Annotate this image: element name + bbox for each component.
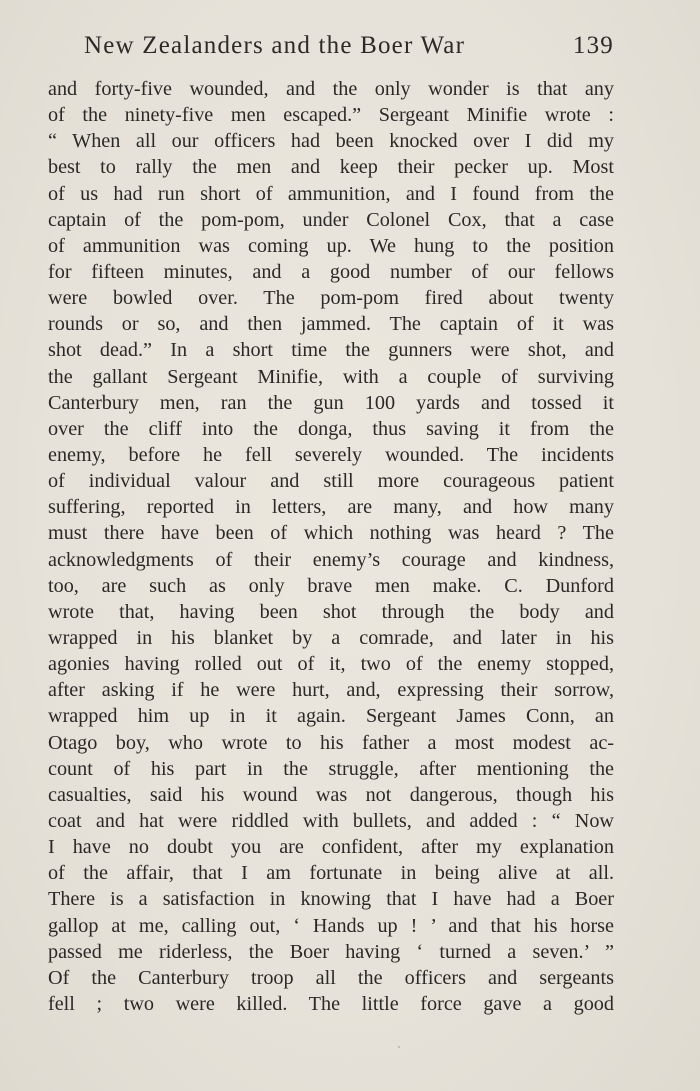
text-line: rounds or so, and then jammed. The captain of it was (48, 313, 614, 336)
text-line: gallop at me, calling out, ‘ Hands up ! ’ and that his horse (48, 914, 614, 937)
text-line: for fifteen minutes, and a good number of our fellows (48, 260, 614, 283)
text-line: after asking if he were hurt, and, expressing their sorrow, (48, 679, 614, 702)
text-line: wrote that, having been shot through the body and (48, 600, 614, 623)
text-line: I have no doubt you are confident, after my explanation (48, 836, 614, 859)
text-line: suffering, reported in letters, are many, and how many (48, 496, 614, 519)
page-header (84, 32, 614, 68)
text-line: of the ninety-five men escaped.” Sergeant Minifie wrote : (48, 104, 614, 127)
text-line: coat and hat were riddled with bullets, and added : “ Now (48, 809, 614, 832)
text-line: fell ; two were killed. The little force gave a good (48, 992, 614, 1015)
paper-speck (398, 1046, 400, 1048)
text-line: wrapped in his blanket by a comrade, and later in his (48, 626, 614, 649)
text-line: enemy, before he fell severely wounded. The incidents (48, 443, 614, 466)
text-line: over the cliff into the donga, thus saving it from the (48, 417, 614, 440)
text-line: Of the Canterbury troop all the officers and sergeants (48, 966, 614, 989)
text-line: agonies having rolled out of it, two of the enemy stopped, (48, 653, 614, 676)
text-line: wrapped him up in it again. Sergeant James Conn, an (48, 705, 614, 728)
text-line: Otago boy, who wrote to his father a most modest ac- (48, 731, 614, 754)
text-line: “ When all our officers had been knocked over I did my (48, 130, 614, 153)
text-line: of the affair, that I am fortunate in being alive at all. (48, 862, 614, 885)
text-line: the gallant Sergeant Minifie, with a couple of surviving (48, 365, 614, 388)
text-line: must there have been of which nothing was heard ? The (48, 522, 614, 545)
text-line: shot dead.” In a short time the gunners were shot, and (48, 339, 614, 362)
text-line: Canterbury men, ran the gun 100 yards and tossed it (48, 391, 614, 414)
text-line: of individual valour and still more courageous patient (48, 470, 614, 493)
text-line: captain of the pom-pom, under Colonel Cox, that a case (48, 208, 614, 231)
text-line: too, are such as only brave men make. C. Dunford (48, 574, 614, 597)
text-line: There is a satisfaction in knowing that I have had a Boer (48, 888, 614, 911)
text-line: were bowled over. The pom-pom fired about twenty (48, 287, 614, 310)
text-line: and forty-five wounded, and the only wonder is that any (48, 78, 614, 100)
text-line: casualties, said his wound was not dangerous, though his (48, 783, 614, 806)
text-line: count of his part in the struggle, after mentioning the (48, 757, 614, 780)
text-line: of us had run short of ammunition, and I found from the (48, 182, 614, 205)
running-title: New Zealanders and the Boer War (84, 32, 466, 59)
text-line: passed me riderless, the Boer having ‘ turned a seven.’ ” (48, 940, 614, 963)
text-line: of ammunition was coming up. We hung to the position (48, 234, 614, 257)
body-text (48, 76, 614, 1017)
text-line: best to rally the men and keep their pecker up. Most (48, 156, 614, 179)
page-number: 139 (572, 32, 614, 59)
text-line: acknowledgments of their enemy’s courage and kindness, (48, 548, 614, 571)
